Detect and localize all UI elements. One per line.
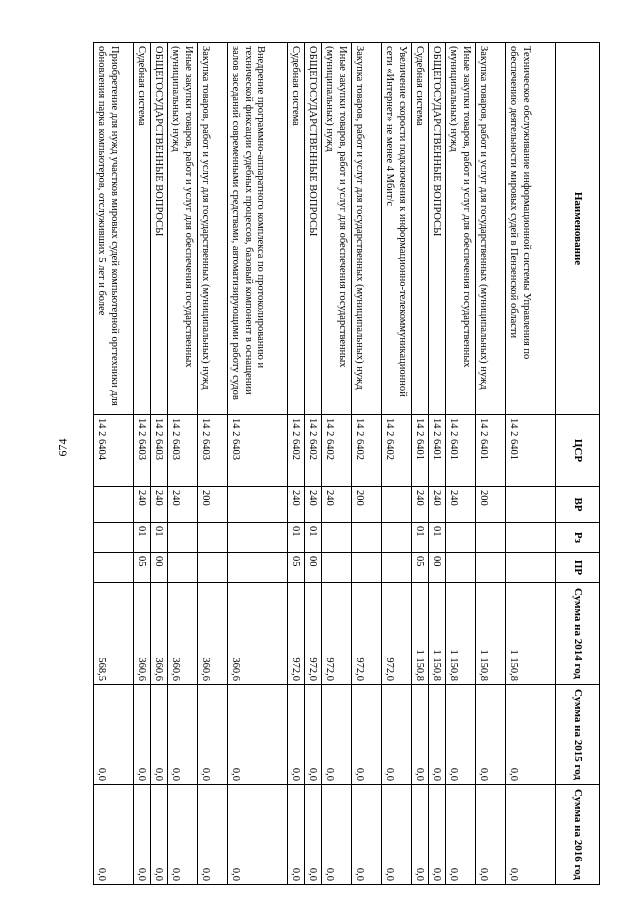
header-cell: Сумма на 2014 год <box>556 583 600 685</box>
row-name-cell: Иные закупки товаров, работ и услуг для обеспечения государственных (муниципальных) нужд <box>322 43 352 415</box>
sum-2015-cell: 0,0 <box>322 685 352 785</box>
vr-cell <box>506 487 556 523</box>
csr-cell: 14 2 6402 <box>305 415 322 487</box>
table-row <box>134 43 151 885</box>
sum-2015-cell: 0,0 <box>412 685 429 785</box>
table-row <box>352 43 382 885</box>
pr-cell <box>382 553 412 583</box>
rz-cell: 01 <box>429 523 446 553</box>
header-cell: Наименование <box>556 43 600 415</box>
sum-2015-cell: 0,0 <box>94 685 134 785</box>
row-name-cell: Увеличение скорости подключения к информационно-телекоммуникационной сети «Интернет» не менее 4 Мбит/с <box>382 43 412 415</box>
table-row <box>151 43 168 885</box>
rz-cell <box>476 523 506 553</box>
rz-cell: 01 <box>288 523 305 553</box>
sum-2016-cell: 0,0 <box>228 785 288 885</box>
row-name-cell: Иные закупки товаров, работ и услуг для обеспечения государственных (муниципальных) нужд <box>446 43 476 415</box>
vr-cell: 240 <box>168 487 198 523</box>
sum-2014-cell: 360,6 <box>198 583 228 685</box>
vr-cell: 240 <box>412 487 429 523</box>
pr-cell <box>476 553 506 583</box>
sum-2015-cell: 0,0 <box>352 685 382 785</box>
sum-2014-cell: 972,0 <box>305 583 322 685</box>
table-row <box>429 43 446 885</box>
csr-cell: 14 2 6403 <box>168 415 198 487</box>
sum-2016-cell: 0,0 <box>506 785 556 885</box>
rz-cell <box>94 523 134 553</box>
sum-2014-cell: 1 150,8 <box>412 583 429 685</box>
header-cell: ЦСР <box>556 415 600 487</box>
rz-cell <box>506 523 556 553</box>
page-number: 674 <box>55 438 70 457</box>
row-name-cell: Приобретение для нужд участков мировых судей компьютерной оргтехники для обновления парка компьютеров, отслуживших 5 лет и более <box>94 43 134 415</box>
sum-2016-cell: 0,0 <box>382 785 412 885</box>
csr-cell: 14 2 6403 <box>134 415 151 487</box>
csr-cell: 14 2 6402 <box>322 415 352 487</box>
vr-cell: 200 <box>198 487 228 523</box>
csr-cell: 14 2 6401 <box>446 415 476 487</box>
row-name-cell: Техническое обслуживание информационной системы Управления по обеспечению деятельности мировых судей в Пензенской области <box>506 43 556 415</box>
vr-cell <box>228 487 288 523</box>
header-cell: ВР <box>556 487 600 523</box>
row-name-cell: Судебная система <box>134 43 151 415</box>
sum-2015-cell: 0,0 <box>429 685 446 785</box>
sum-2014-cell: 1 150,8 <box>476 583 506 685</box>
vr-cell: 240 <box>305 487 322 523</box>
sum-2015-cell: 0,0 <box>134 685 151 785</box>
row-name-cell: Судебная система <box>412 43 429 415</box>
vr-cell: 240 <box>151 487 168 523</box>
budget-table-container <box>98 42 600 884</box>
csr-cell: 14 2 6403 <box>198 415 228 487</box>
pr-cell <box>94 553 134 583</box>
row-name-cell: Закупка товаров, работ и услуг для государственных (муниципальных) нужд <box>476 43 506 415</box>
sum-2016-cell: 0,0 <box>151 785 168 885</box>
sum-2016-cell: 0,0 <box>352 785 382 885</box>
sum-2014-cell: 972,0 <box>382 583 412 685</box>
sum-2014-cell: 972,0 <box>288 583 305 685</box>
table-row <box>382 43 412 885</box>
sum-2015-cell: 0,0 <box>168 685 198 785</box>
pr-cell: 05 <box>412 553 429 583</box>
vr-cell <box>94 487 134 523</box>
sum-2016-cell: 0,0 <box>134 785 151 885</box>
pr-cell <box>198 553 228 583</box>
table-row <box>288 43 305 885</box>
sum-2015-cell: 0,0 <box>476 685 506 785</box>
row-name-cell: Судебная система <box>288 43 305 415</box>
table-row <box>198 43 228 885</box>
vr-cell: 240 <box>429 487 446 523</box>
csr-cell: 14 2 6401 <box>476 415 506 487</box>
rz-cell <box>228 523 288 553</box>
sum-2014-cell: 360,6 <box>228 583 288 685</box>
pr-cell <box>446 553 476 583</box>
sum-2015-cell: 0,0 <box>151 685 168 785</box>
rz-cell <box>168 523 198 553</box>
vr-cell: 200 <box>352 487 382 523</box>
pr-cell: 00 <box>429 553 446 583</box>
table-row <box>412 43 429 885</box>
vr-cell <box>382 487 412 523</box>
rz-cell: 01 <box>151 523 168 553</box>
sum-2015-cell: 0,0 <box>446 685 476 785</box>
sum-2016-cell: 0,0 <box>322 785 352 885</box>
rz-cell <box>382 523 412 553</box>
sum-2014-cell: 1 150,8 <box>446 583 476 685</box>
row-name-cell: ОБЩЕГОСУДАРСТВЕННЫЕ ВОПРОСЫ <box>305 43 322 415</box>
table-header-row <box>556 43 600 885</box>
sum-2016-cell: 0,0 <box>168 785 198 885</box>
row-name-cell: ОБЩЕГОСУДАРСТВЕННЫЕ ВОПРОСЫ <box>151 43 168 415</box>
sum-2014-cell: 568,5 <box>94 583 134 685</box>
row-name-cell: Внедрение программно-аппаратного комплекса по протоколированию и технической фиксации судебных процессов, базовый компонент в оснащении залов заседаний современными средствами, автоматизирующими работу судов <box>228 43 288 415</box>
sum-2015-cell: 0,0 <box>288 685 305 785</box>
csr-cell: 14 2 6401 <box>506 415 556 487</box>
csr-cell: 14 2 6401 <box>412 415 429 487</box>
sum-2016-cell: 0,0 <box>305 785 322 885</box>
pr-cell <box>228 553 288 583</box>
table-row <box>506 43 556 885</box>
sum-2016-cell: 0,0 <box>429 785 446 885</box>
sum-2014-cell: 1 150,8 <box>506 583 556 685</box>
table-row <box>476 43 506 885</box>
table-row <box>322 43 352 885</box>
rz-cell <box>446 523 476 553</box>
sum-2014-cell: 972,0 <box>322 583 352 685</box>
table-row <box>305 43 322 885</box>
rz-cell <box>198 523 228 553</box>
pr-cell: 00 <box>305 553 322 583</box>
sum-2015-cell: 0,0 <box>382 685 412 785</box>
csr-cell: 14 2 6401 <box>429 415 446 487</box>
table-row <box>168 43 198 885</box>
sum-2014-cell: 1 150,8 <box>429 583 446 685</box>
sum-2015-cell: 0,0 <box>198 685 228 785</box>
table-row <box>446 43 476 885</box>
rz-cell: 01 <box>305 523 322 553</box>
table-row <box>228 43 288 885</box>
rz-cell: 01 <box>134 523 151 553</box>
sum-2014-cell: 360,6 <box>151 583 168 685</box>
sum-2014-cell: 360,6 <box>134 583 151 685</box>
sum-2016-cell: 0,0 <box>288 785 305 885</box>
sum-2016-cell: 0,0 <box>412 785 429 885</box>
header-cell: Сумма на 2016 год <box>556 785 600 885</box>
header-cell: Рз <box>556 523 600 553</box>
csr-cell: 14 2 6402 <box>382 415 412 487</box>
csr-cell: 14 2 6402 <box>288 415 305 487</box>
sum-2016-cell: 0,0 <box>476 785 506 885</box>
vr-cell: 240 <box>134 487 151 523</box>
sum-2016-cell: 0,0 <box>446 785 476 885</box>
row-name-cell: Иные закупки товаров, работ и услуг для обеспечения государственных (муниципальных) нужд <box>168 43 198 415</box>
row-name-cell: Закупка товаров, работ и услуг для государственных (муниципальных) нужд <box>352 43 382 415</box>
sum-2015-cell: 0,0 <box>305 685 322 785</box>
row-name-cell: Закупка товаров, работ и услуг для государственных (муниципальных) нужд <box>198 43 228 415</box>
vr-cell: 240 <box>322 487 352 523</box>
row-name-cell: ОБЩЕГОСУДАРСТВЕННЫЕ ВОПРОСЫ <box>429 43 446 415</box>
rz-cell <box>352 523 382 553</box>
pr-cell <box>352 553 382 583</box>
pr-cell <box>506 553 556 583</box>
sum-2014-cell: 360,6 <box>168 583 198 685</box>
vr-cell: 240 <box>446 487 476 523</box>
csr-cell: 14 2 6403 <box>228 415 288 487</box>
csr-cell: 14 2 6402 <box>352 415 382 487</box>
header-cell: ПР <box>556 553 600 583</box>
sum-2016-cell: 0,0 <box>198 785 228 885</box>
pr-cell <box>322 553 352 583</box>
vr-cell: 240 <box>288 487 305 523</box>
sum-2015-cell: 0,0 <box>506 685 556 785</box>
pr-cell: 05 <box>288 553 305 583</box>
csr-cell: 14 2 6403 <box>151 415 168 487</box>
sum-2014-cell: 972,0 <box>352 583 382 685</box>
rz-cell: 01 <box>412 523 429 553</box>
vr-cell: 200 <box>476 487 506 523</box>
pr-cell: 00 <box>151 553 168 583</box>
csr-cell: 14 2 6404 <box>94 415 134 487</box>
table-row <box>94 43 134 885</box>
header-cell: Сумма на 2015 год <box>556 685 600 785</box>
rz-cell <box>322 523 352 553</box>
sum-2016-cell: 0,0 <box>94 785 134 885</box>
budget-table <box>93 42 600 885</box>
pr-cell <box>168 553 198 583</box>
sum-2015-cell: 0,0 <box>228 685 288 785</box>
pr-cell: 05 <box>134 553 151 583</box>
